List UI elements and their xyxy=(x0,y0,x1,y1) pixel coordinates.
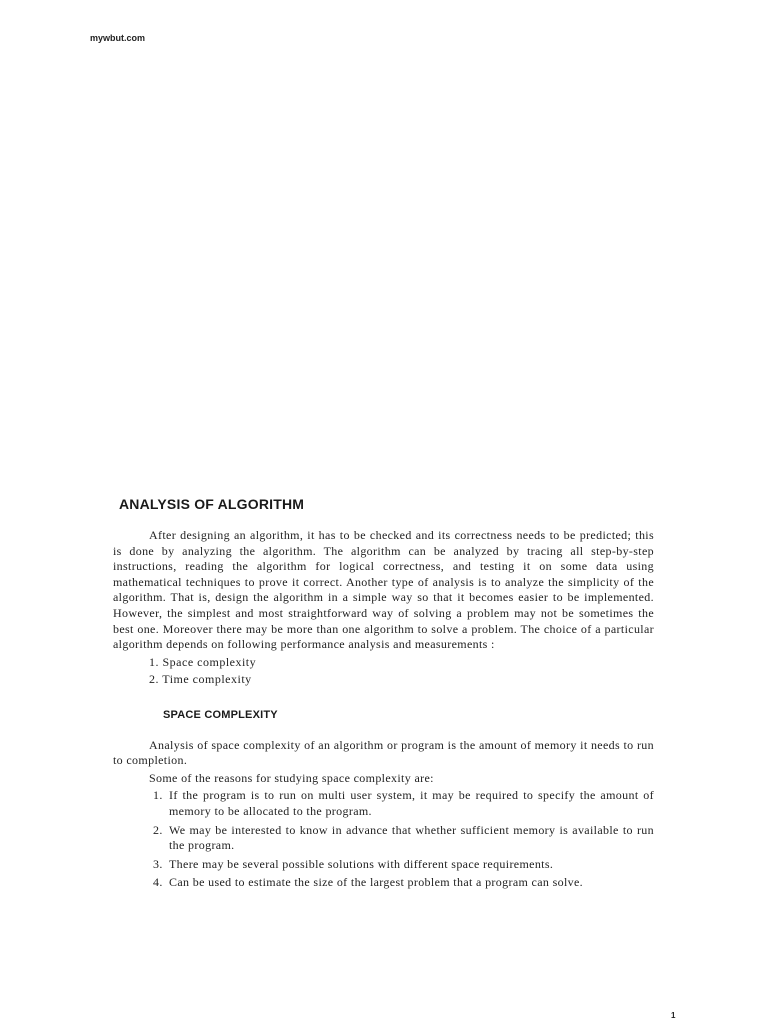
definition-paragraph: Analysis of space complexity of an algorithm or program is the amount of memory it needs to run to completion. xyxy=(113,737,654,768)
section-title: ANALYSIS OF ALGORITHM xyxy=(119,496,305,512)
list-item: 1. Space complexity xyxy=(149,654,257,669)
page-number: 1 xyxy=(671,1011,676,1020)
list-text: We may be interested to know in advance that whether sufficient memory is available to run the program. xyxy=(169,822,654,853)
list-text: There may be several possible solutions with different space requirements. xyxy=(169,856,554,871)
intro-paragraph: After designing an algorithm, it has to be checked and its correctness needs to be predicted; this is done by analyzing the algorithm. The algorithm can be analyzed by tracing all step-by-step instructions, reading the algorithm for logical correctness, and testing it on some data using mathematical techniques to prove it correct. Another type of analysis is to analyze the simplicity of the algorithm. That is, design the algorithm in a simple way so that it becomes easier to be implemented. However, the simplest and most straightforward way of solving a problem may not be sometimes the best one. Moreover there may be more than one algorithm to solve a problem. The choice of a particular algorithm depends on following performance analysis and measurements : xyxy=(113,528,654,652)
list-number: 4. xyxy=(153,875,163,890)
site-watermark: mywbut.com xyxy=(90,33,146,43)
list-number: 2. xyxy=(153,822,163,837)
list-number: 1. xyxy=(153,788,163,803)
reasons-intro: Some of the reasons for studying space complexity are: xyxy=(149,770,434,785)
list-text: Can be used to estimate the size of the largest problem that a program can solve. xyxy=(169,875,584,890)
list-item xyxy=(153,857,654,873)
subsection-heading: SPACE COMPLEXITY xyxy=(163,708,278,721)
reasons-list xyxy=(113,788,654,891)
measures-list xyxy=(113,655,654,688)
list-item: 2. Time complexity xyxy=(149,672,252,687)
list-item xyxy=(153,823,654,854)
list-text: If the program is to run on multi user system, it may be required to specify the amount of memory to be allocated to the program. xyxy=(169,788,654,818)
list-item xyxy=(153,788,654,819)
list-number: 3. xyxy=(153,856,163,871)
list-item xyxy=(153,875,654,891)
document-body xyxy=(113,528,654,894)
